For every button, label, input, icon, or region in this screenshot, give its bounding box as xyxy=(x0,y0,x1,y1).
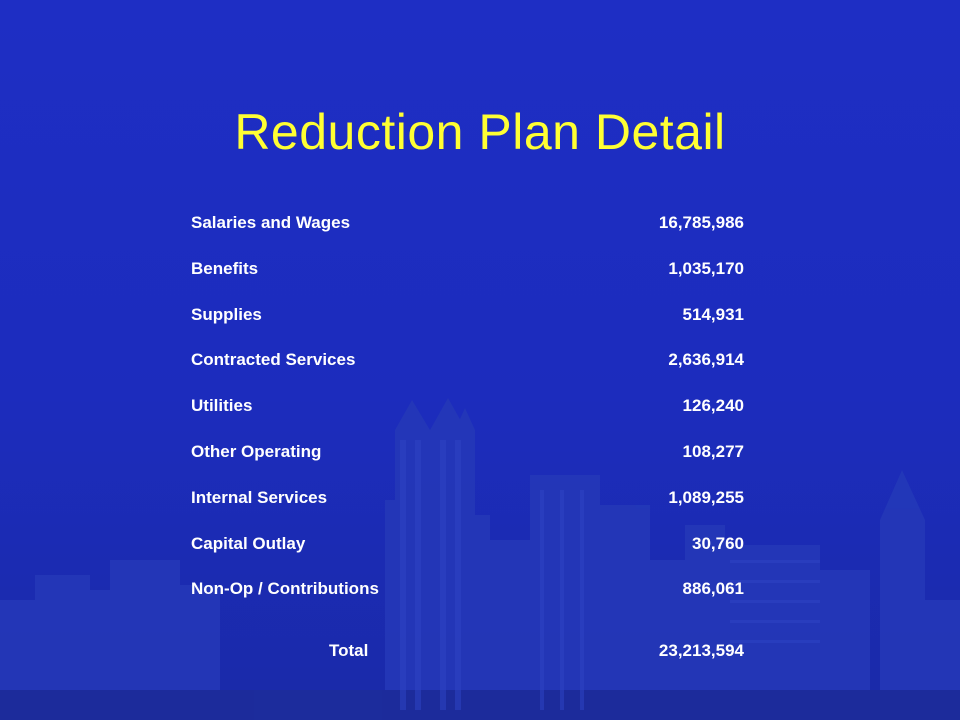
table-row xyxy=(191,302,744,348)
row-label: Benefits xyxy=(191,258,259,278)
row-value: 886,061 xyxy=(682,579,744,599)
table-row xyxy=(191,439,744,485)
total-label: Total xyxy=(329,641,369,660)
row-label: Non-Op / Contributions xyxy=(191,579,379,599)
row-label: Utilities xyxy=(191,396,253,416)
row-value: 16,785,986 xyxy=(658,213,744,232)
row-label: Supplies xyxy=(191,304,262,324)
table-row xyxy=(191,210,744,256)
row-value: 1,089,255 xyxy=(668,487,744,507)
row-value: 1,035,170 xyxy=(668,258,744,278)
total-value: 23,213,594 xyxy=(658,641,744,660)
total-row xyxy=(191,638,744,664)
row-label: Contracted Services xyxy=(191,350,356,370)
row-label: Capital Outlay xyxy=(191,533,306,553)
table-row xyxy=(191,485,744,531)
row-label: Salaries and Wages xyxy=(191,213,351,232)
slide-title: Reduction Plan Detail xyxy=(234,104,726,160)
row-label: Other Operating xyxy=(191,441,322,461)
table-row xyxy=(191,256,744,302)
row-value: 30,760 xyxy=(692,533,744,553)
row-value: 126,240 xyxy=(682,396,744,416)
row-value: 108,277 xyxy=(682,441,744,461)
row-value: 2,636,914 xyxy=(668,350,744,370)
row-value: 514,931 xyxy=(682,304,744,324)
row-label: Internal Services xyxy=(191,487,328,507)
table-row xyxy=(191,393,744,439)
table-row xyxy=(191,531,744,577)
table-row xyxy=(191,347,744,393)
table-row xyxy=(191,576,744,622)
reduction-table xyxy=(191,210,744,622)
